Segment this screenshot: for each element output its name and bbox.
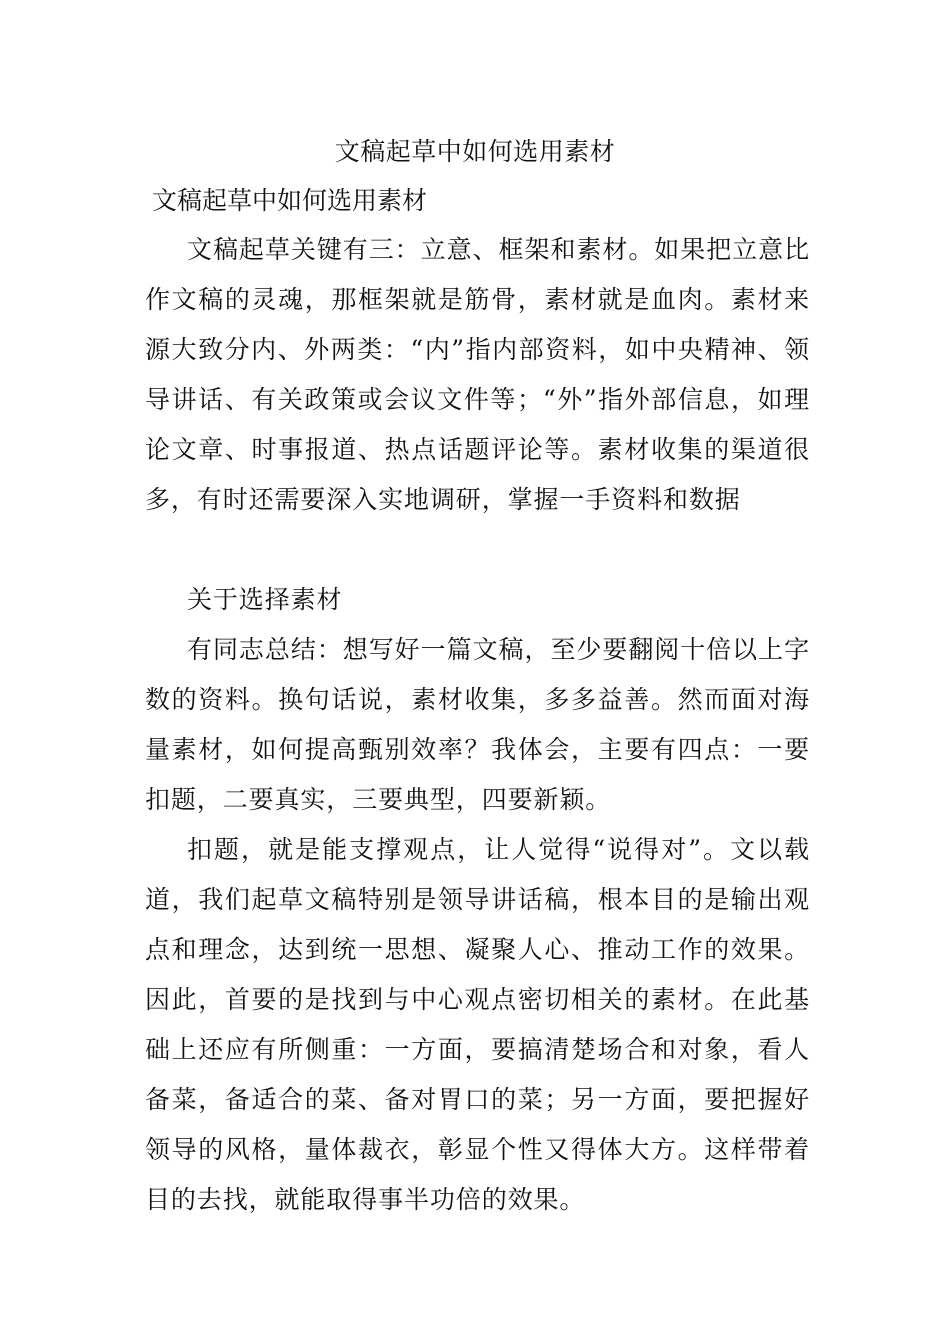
section-heading: 关于选择素材 bbox=[187, 585, 343, 614]
paragraph-selection-principles: 有同志总结：想写好一篇文稿，至少要翻阅十倍以上字数的资料。换句话说，素材收集，多多益善。然而面对海量素材，如何提高甄别效率？我体会，主要有四点：一要扣题，二要真实，三要典型，四要新颖。 bbox=[145, 635, 810, 814]
paragraph-introduction: 文稿起草关键有三：立意、框架和素材。如果把立意比作文稿的灵魂，那框架就是筋骨，素材就是血肉。素材来源大致分内、外两类：“内”指内部资料，如中央精神、领导讲话、有关政策或会议文件等；“外”指外部信息，如理论文章、时事报道、热点话题评论等。素材收集的渠道很多，有时还需要深入实地调研，掌握一手资料和数据 bbox=[145, 235, 810, 514]
paragraph-on-topic: 扣题，就是能支撑观点，让人觉得“说得对”。文以载道，我们起草文稿特别是领导讲话稿，根本目的是输出观点和理念，达到统一思想、凝聚人心、推动工作的效果。因此，首要的是找到与中心观点密切相关的素材。在此基础上还应有所侧重：一方面，要搞清楚场合和对象，看人备菜，备适合的菜、备对胃口的菜；另一方面，要把握好领导的风格，量体裁衣，彰显个性又得体大方。这样带着目的去找，就能取得事半功倍的效果。 bbox=[145, 835, 810, 1214]
document-subtitle: 文稿起草中如何选用素材 bbox=[152, 186, 428, 215]
document-title: 文稿起草中如何选用素材 bbox=[334, 137, 616, 166]
